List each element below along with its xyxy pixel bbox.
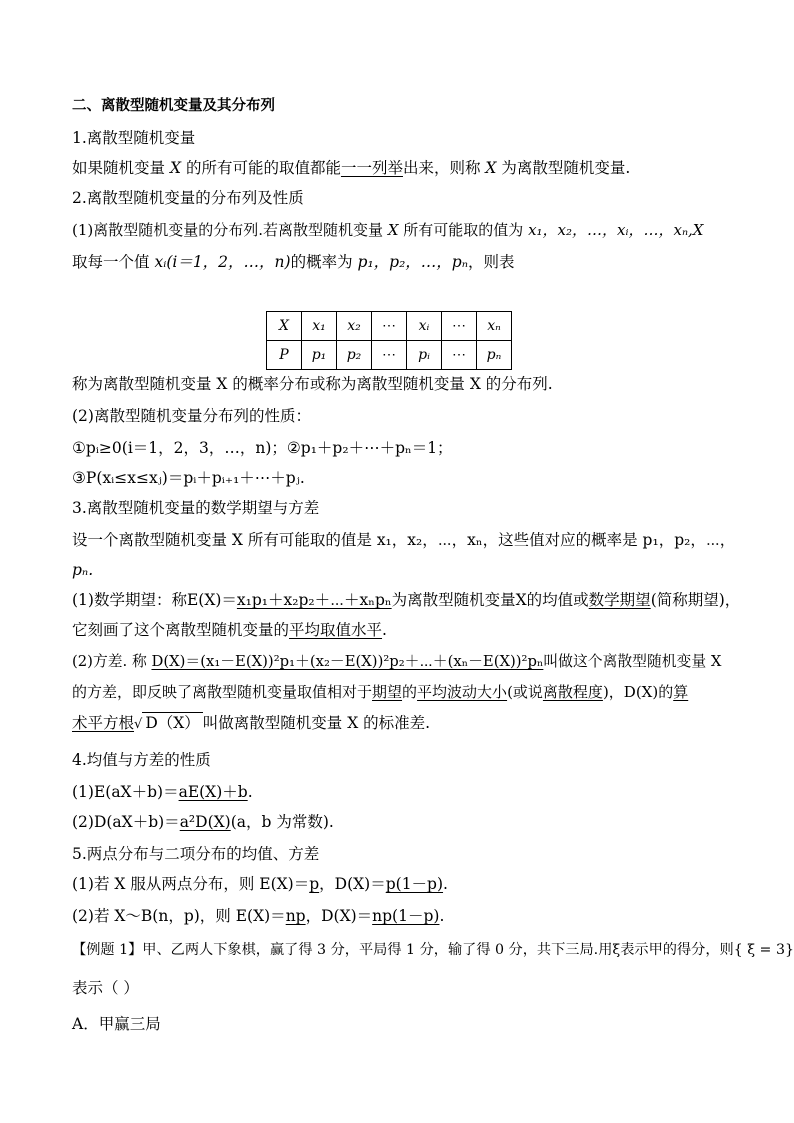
distribution-values-line: 取每一个值 xᵢ(i＝1，2，…，n)的概率为 p₁，p₂，…，pₙ，则表 [72, 253, 515, 271]
expectation-intro-end: pₙ. [72, 561, 94, 579]
expectation-meaning: 它刻画了这个离散型随机变量的平均取值水平. [72, 621, 387, 639]
variance-meaning: 的方差，即反映了离散型随机变量取值相对于期望的平均波动大小(或说离散程度)，D(X)的算 [72, 683, 689, 701]
table-cell: p₁ [302, 341, 337, 370]
table-row-p [267, 341, 512, 370]
expectation-definition: (1)数学期望：称E(X)＝x₁p₁＋x₂p₂＋⋯＋xₙpₙ为离散型随机变量X的均值或数学期望(简称期望)， [72, 591, 741, 609]
definition-line: 如果随机变量 X 的所有可能的取值都能一一列举出来，则称 X 为离散型随机变量. [72, 159, 631, 177]
table-cell: ⋯ [442, 312, 477, 341]
property-3: ③P(xᵢ≤x≤xⱼ)＝pᵢ＋pᵢ₊₁＋⋯＋pⱼ. [72, 469, 305, 487]
table-cell: ⋯ [372, 341, 407, 370]
table-cell: pₙ [477, 341, 512, 370]
variance-definition: (2)方差. 称 D(X)＝(x₁－E(X))²p₁＋(x₂－E(X))²p₂＋⋯＋(xₙ－E(X))²pₙ叫做这个离散型随机变量 X [72, 653, 722, 670]
heading-distributions: 5.两点分布与二项分布的均值、方差 [72, 845, 320, 863]
example-question-line2: 表示（ ） [72, 979, 139, 997]
table-cell: x₁ [302, 312, 337, 341]
table-cell: xᵢ [407, 312, 442, 341]
example-question: 【例题 1】甲、乙两人下象棋，赢了得 3 分，平局得 1 分，输了得 0 分，共下三局.用ξ表示甲的得分，则{ ξ = 3} [72, 942, 794, 958]
distribution-intro-line: (1)离散型随机变量的分布列.若离散型随机变量 X 所有可能取的值为 x₁，x₂，…，xᵢ，…，xₙ,X [72, 221, 704, 239]
heading-properties: 4.均值与方差的性质 [72, 751, 211, 769]
table-cell: ⋯ [442, 341, 477, 370]
two-point-line: (1)若 X 服从两点分布，则 E(X)＝p，D(X)＝p(1－p). [72, 875, 448, 893]
table-row-x [267, 312, 512, 341]
sqrt-expression: D（X） [142, 712, 202, 733]
option-a: A．甲赢三局 [72, 1015, 161, 1033]
example-label: 【例题 1】 [72, 942, 143, 958]
section-title: 二、离散型随机变量及其分布列 [72, 98, 275, 114]
table-cell: x₂ [337, 312, 372, 341]
table-cell: X [267, 312, 302, 341]
distribution-table [266, 311, 512, 370]
table-cell: xₙ [477, 312, 512, 341]
table-cell: ⋯ [372, 312, 407, 341]
heading-discrete-rv: 1.离散型随机变量 [72, 129, 196, 147]
table-cell: pᵢ [407, 341, 442, 370]
table-cell: p₂ [337, 341, 372, 370]
properties-title: (2)离散型随机变量分布列的性质： [72, 407, 311, 425]
after-table-text: 称为离散型随机变量 X 的概率分布或称为离散型随机变量 X 的分布列. [72, 375, 553, 393]
linearity-variance: (2)D(aX＋b)＝a²D(X)(a，b 为常数). [72, 813, 334, 831]
expectation-intro: 设一个离散型随机变量 X 所有可能取的值是 x₁，x₂，⋯，xₙ，这些值对应的概率是 p₁，p₂，⋯， [72, 531, 736, 549]
linearity-expectation: (1)E(aX＋b)＝aE(X)＋b. [72, 783, 253, 801]
standard-deviation-line: 术平方根√ D（X） 叫做离散型随机变量 X 的标准差. [72, 714, 431, 732]
property-1-2: ①pᵢ≥0(i＝1，2，3，…，n)；②p₁＋p₂＋⋯＋pₙ＝1； [72, 439, 453, 457]
heading-distribution: 2.离散型随机变量的分布列及性质 [72, 189, 304, 207]
heading-expectation-variance: 3.离散型随机变量的数学期望与方差 [72, 499, 320, 517]
table-cell: P [267, 341, 302, 370]
binomial-line: (2)若 X～B(n，p)，则 E(X)＝np，D(X)＝np(1－p). [72, 907, 445, 925]
